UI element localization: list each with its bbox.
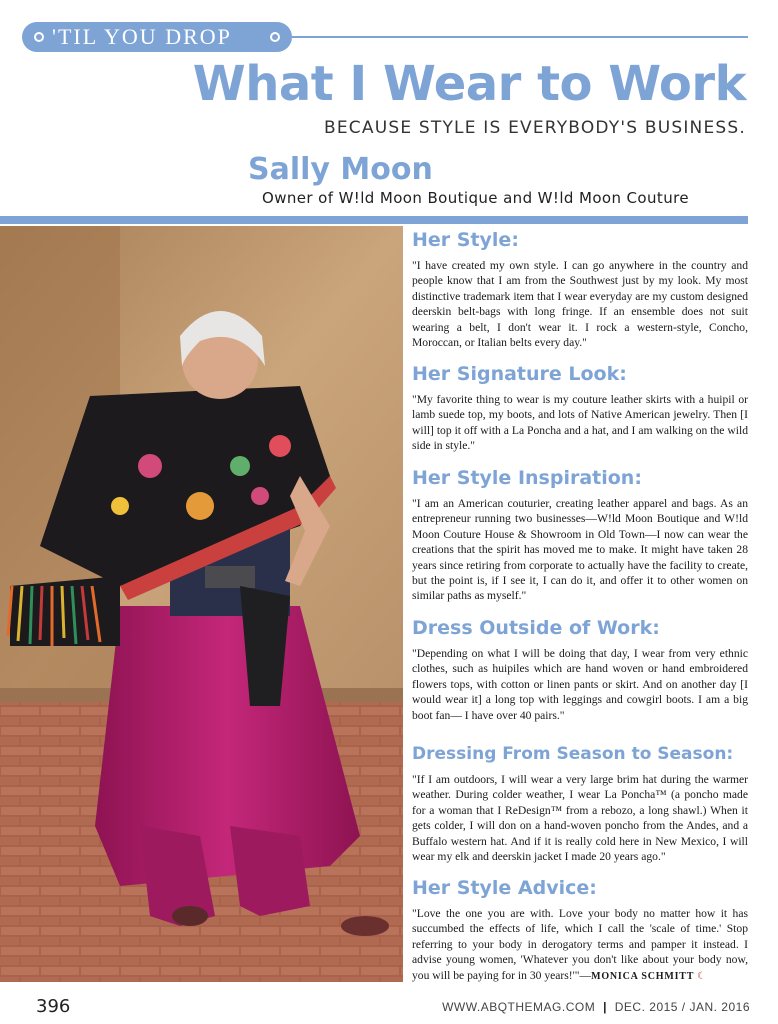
- section-signature-look: [412, 362, 748, 454]
- section-body: "Depending on what I will be doing that day, I wear from very ethnic clothes, such as huipiles which are hand woven or hand embroidered flowers tops, with cotton or linen pants or skirt. And on another day [I would wear it] a long top with leggings and cowgirl boots. I am a big boot fan— I have over 40 pairs.": [412, 647, 748, 722]
- moon-icon: ☾: [697, 970, 707, 982]
- page-subtitle: BECAUSE STYLE IS EVERYBODY'S BUSINESS.: [324, 118, 746, 138]
- section-her-style: [412, 228, 748, 350]
- website-url: WWW.ABQTHEMAG.COM: [442, 1000, 596, 1014]
- section-body: "My favorite thing to wear is my couture leather skirts with a huipil or lamb suede top, my boots, and lots of Native American jewelry. Then [I will] top it off with a La Poncha and a hat, and I am walking on the wild side in style.": [412, 393, 748, 453]
- section-rule: [292, 36, 748, 38]
- section-heading: Her Style:: [412, 229, 519, 251]
- section-body: "I have created my own style. I can go anywhere in the country and people know that I am from the Southwest just by my look. My most distinctive trademark item that I wear everyday are my custom designed deerskin belt-bags with long fringe. If an ensemble does not suit wearing a belt, I don't wear it. I rock a western-style, Concho, Moroccan, or Italian belts every day.": [412, 259, 748, 350]
- author-signature: MONICA SCHMITT: [591, 970, 695, 982]
- section-season-to-season: [412, 742, 748, 864]
- page-number: 396: [36, 996, 71, 1017]
- issue-date: DEC. 2015 / JAN. 2016: [614, 1000, 750, 1014]
- section-heading: Her Signature Look:: [412, 363, 627, 385]
- header-divider: [0, 216, 748, 224]
- person-name: Sally Moon: [248, 152, 433, 187]
- section-body: "I am an American couturier, creating leather apparel and bags. As an entrepreneur running two businesses—W!ld Moon Boutique and W!ld Moon Couture House & Showroom in Old Town—I now can wear the creations that the spirit has moved me to make. It might have taken 28 years since retiring from corporate to actually have the facility to create, but the point is, if I see it, I can do it, and offer it to other women on similar paths as myself.": [412, 497, 748, 603]
- section-style-advice: [412, 876, 748, 984]
- section-heading: Her Style Advice:: [412, 877, 597, 899]
- section-label: [22, 22, 292, 52]
- section-label-text: 'TIL YOU DROP: [52, 24, 232, 49]
- section-body: "If I am outdoors, I will wear a very large brim hat during the warmer weather. During colder weather, I wear La Poncha™ (a poncho made for a woman that I ReDesign™ from a rebozo, a long shawl.) When it gets colder, I will don on a hand-woven poncho from the Andes, and a Buffalo western hat. And if it is really cold here in New Mexico, I will wear my elk and deerskin jacket I made 20 years ago.": [412, 773, 748, 864]
- section-dress-outside-work: [412, 616, 748, 723]
- pill-dot-icon: [270, 32, 280, 42]
- section-heading: Dress Outside of Work:: [412, 617, 660, 639]
- pill-dot-icon: [34, 32, 44, 42]
- section-body: [412, 906, 748, 984]
- footer-info: [442, 1000, 750, 1014]
- footer-separator: |: [603, 1000, 607, 1014]
- advice-text: "Love the one you are with. Love your body no matter how it has succumbed the effects of life, which I call the 'scale of time.' Stop referring to your body in derogatory terms and pamper it instead. I advise young women, 'Whatever you don't like about your body now, you will be paying for in 30 years!'"—: [412, 907, 748, 982]
- portrait-photo: [0, 226, 403, 982]
- section-heading: Dressing From Season to Season:: [412, 744, 734, 764]
- person-role: Owner of W!ld Moon Boutique and W!ld Moon Couture: [262, 189, 689, 207]
- section-style-inspiration: [412, 466, 748, 604]
- section-heading: Her Style Inspiration:: [412, 467, 642, 489]
- page-title: What I Wear to Work: [192, 56, 746, 112]
